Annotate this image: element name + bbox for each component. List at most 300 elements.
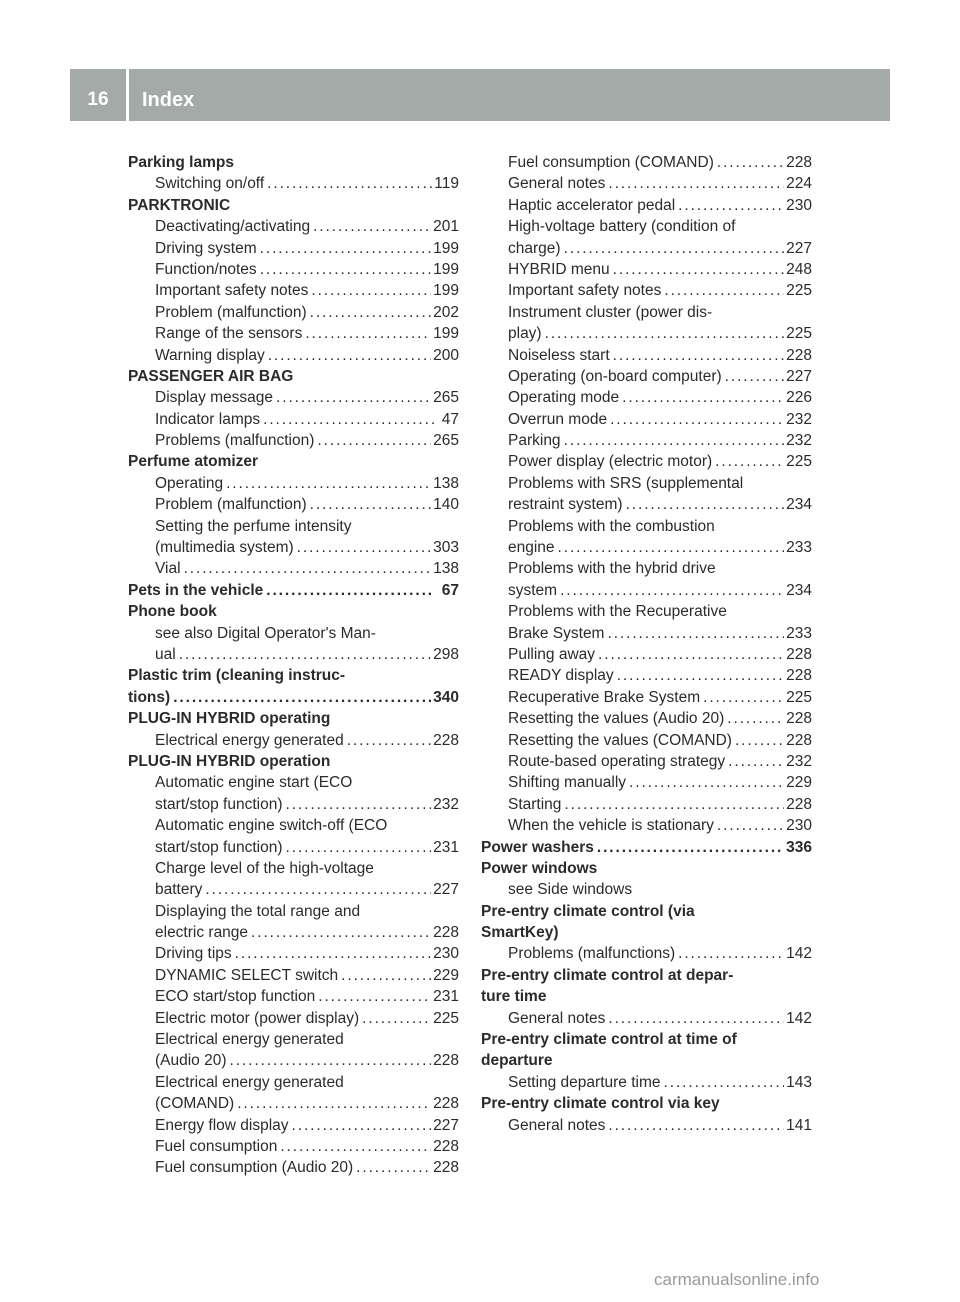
page-reference: 199 (433, 282, 459, 300)
page-reference: 225 (786, 453, 812, 471)
dot-leader (728, 751, 784, 772)
entry-text: Route-based operating strategy (508, 752, 726, 770)
entry-text: Power washers (481, 838, 594, 856)
page-reference: 228 (786, 645, 812, 663)
dot-leader (179, 644, 431, 665)
page-reference: 232 (786, 410, 812, 428)
page-reference: 143 (786, 1073, 812, 1091)
entry-text: battery (155, 881, 203, 899)
entry-text: Problems with the combustion (508, 517, 715, 535)
index-entry (128, 259, 459, 280)
index-heading (128, 665, 459, 686)
dot-leader (727, 708, 784, 729)
entry-text: Operating mode (508, 389, 620, 407)
entry-text: Pre-entry climate control (via (481, 902, 695, 920)
entry-text: Indicator lamps (155, 410, 261, 428)
index-entry (128, 772, 459, 793)
dot-leader (735, 730, 784, 751)
dot-leader (313, 216, 431, 237)
entry-text: General notes (508, 1116, 606, 1134)
index-heading (481, 922, 812, 943)
entry-text: Energy flow display (155, 1116, 289, 1134)
index-heading (481, 901, 812, 922)
page-reference: 228 (786, 667, 812, 685)
entry-text: Haptic accelerator pedal (508, 196, 676, 214)
dot-leader (545, 323, 785, 344)
entry-text: Perfume atomizer (128, 453, 259, 471)
entry-text: Power display (electric motor) (508, 453, 713, 471)
index-entry (128, 922, 459, 943)
page-reference: 230 (433, 945, 459, 963)
index-heading (128, 580, 459, 601)
entry-text: Important safety notes (508, 282, 662, 300)
dot-leader (608, 1008, 784, 1029)
index-heading (128, 152, 459, 173)
dot-leader (311, 280, 431, 301)
page-reference: 138 (433, 560, 459, 578)
page-reference: 228 (786, 731, 812, 749)
entry-text: Parking lamps (128, 154, 234, 171)
dot-leader (597, 837, 784, 858)
page-reference: 199 (433, 325, 459, 343)
page-reference: 199 (433, 239, 459, 257)
entry-text: ECO start/stop function (155, 988, 316, 1006)
page-reference: 228 (433, 1095, 459, 1113)
entry-text: HYBRID menu (508, 260, 610, 278)
index-heading (128, 601, 459, 622)
index-entry (481, 259, 812, 280)
page-reference: 228 (433, 1159, 459, 1177)
entry-text: Operating (on-board computer) (508, 367, 722, 385)
entry-text: Operating (155, 474, 224, 492)
entry-text: Problems with the Recuperative (508, 603, 727, 621)
entry-text: Electrical energy generated (155, 731, 344, 749)
entry-text: (Audio 20) (155, 1052, 227, 1070)
dot-leader (715, 451, 784, 472)
index-entry (481, 216, 812, 237)
dot-leader (613, 345, 784, 366)
dot-leader (725, 366, 784, 387)
index-heading (481, 1093, 812, 1114)
entry-text: restraint system) (508, 496, 623, 514)
entry-text: General notes (508, 175, 606, 193)
dot-leader (564, 794, 784, 815)
entry-text: Deactivating/activating (155, 218, 311, 236)
page-reference: 67 (441, 581, 459, 599)
index-entry (128, 730, 459, 751)
page-reference: 298 (433, 645, 459, 663)
index-heading (481, 1029, 812, 1050)
page-reference: 138 (433, 474, 459, 492)
index-heading (481, 965, 812, 986)
index-entry (128, 473, 459, 494)
index-entry (481, 879, 812, 900)
index-entry (128, 1029, 459, 1050)
entry-text: Warning display (155, 346, 265, 364)
index-entry (481, 516, 812, 537)
page-reference: 227 (433, 1116, 459, 1134)
page-reference: 228 (433, 1052, 459, 1070)
page-reference: 233 (786, 539, 812, 557)
index-entry (481, 302, 812, 323)
index-entry (481, 537, 812, 558)
entry-text: DYNAMIC SELECT switch (155, 966, 339, 984)
watermark: carmanualsonline.info (654, 1270, 820, 1289)
index-entry (128, 965, 459, 986)
dot-leader (610, 409, 784, 430)
entry-text: (multimedia system) (155, 539, 294, 557)
index-entry (128, 409, 459, 430)
entry-text: READY display (508, 667, 614, 685)
page-reference: 303 (433, 539, 459, 557)
index-heading (481, 1050, 812, 1071)
entry-text: Starting (508, 795, 562, 813)
page-reference: 225 (786, 282, 812, 300)
index-column-right (481, 152, 812, 1136)
entry-text: Pre-entry climate control at depar- (481, 966, 734, 984)
entry-text: Brake System (508, 624, 605, 642)
index-entry (481, 1072, 812, 1093)
entry-text: Problems with the hybrid drive (508, 560, 716, 578)
index-entry (128, 238, 459, 259)
index-entry (481, 366, 812, 387)
entry-text: PLUG-IN HYBRID operating (128, 710, 331, 728)
index-heading (128, 687, 459, 708)
index-entry (481, 601, 812, 622)
index-heading (481, 986, 812, 1007)
page-reference: 228 (433, 1137, 459, 1155)
index-entry (128, 858, 459, 879)
index-entry (128, 302, 459, 323)
entry-text: SmartKey) (481, 924, 559, 942)
section-title: Index (142, 89, 195, 111)
dot-leader (356, 1157, 431, 1178)
index-entry (128, 943, 459, 964)
index-entry (128, 537, 459, 558)
dot-leader (717, 815, 784, 836)
dot-leader (629, 772, 784, 793)
entry-text: Parking (508, 432, 561, 450)
index-entry (481, 195, 812, 216)
entry-text: Problems with SRS (supplemental (508, 474, 744, 492)
page-reference: 225 (786, 325, 812, 343)
page-reference: 232 (786, 752, 812, 770)
header-divider (126, 69, 129, 121)
index-entry (481, 430, 812, 451)
entry-text: Range of the sensors (155, 325, 303, 343)
index-entry (128, 1008, 459, 1029)
index-heading (481, 837, 812, 858)
index-entry (481, 558, 812, 579)
dot-leader (173, 687, 431, 708)
dot-leader (598, 644, 784, 665)
index-entry (128, 494, 459, 515)
index-entry (481, 1115, 812, 1136)
dot-leader (235, 943, 431, 964)
index-entry (128, 1072, 459, 1093)
index-entry (481, 494, 812, 515)
index-entry (128, 794, 459, 815)
index-entry (481, 730, 812, 751)
page-reference: 225 (433, 1009, 459, 1027)
index-entry (128, 901, 459, 922)
index-entry (128, 1050, 459, 1071)
entry-text: Overrun mode (508, 410, 608, 428)
page-reference: 47 (441, 410, 459, 428)
page-header (70, 69, 890, 121)
entry-text: Resetting the values (COMAND) (508, 731, 732, 749)
entry-text: see also Digital Operator's Man- (155, 624, 376, 642)
index-entry (481, 751, 812, 772)
page-reference: 227 (786, 239, 812, 257)
page-reference: 228 (786, 795, 812, 813)
entry-text: departure (481, 1052, 553, 1070)
dot-leader (678, 943, 784, 964)
dot-leader (717, 152, 784, 173)
page-reference: 265 (433, 389, 459, 407)
page-reference: 228 (786, 346, 812, 364)
dot-leader (251, 922, 431, 943)
dot-leader (297, 537, 431, 558)
entry-text: ture time (481, 988, 547, 1006)
index-entry (481, 708, 812, 729)
page-reference: 231 (433, 988, 459, 1006)
index-entry (128, 345, 459, 366)
dot-leader (608, 1115, 784, 1136)
entry-text: Displaying the total range and (155, 902, 361, 920)
index-entry (128, 323, 459, 344)
page-reference: 234 (786, 581, 812, 599)
index-entry (128, 623, 459, 644)
dot-leader (226, 473, 431, 494)
index-entry (128, 986, 459, 1007)
entry-text: Shifting manually (508, 774, 627, 792)
page-reference: 230 (786, 817, 812, 835)
entry-text: see Side windows (508, 881, 633, 899)
dot-leader (664, 280, 784, 301)
index-heading (128, 366, 459, 387)
page-reference: 228 (433, 731, 459, 749)
page-reference: 141 (786, 1116, 812, 1134)
dot-leader (664, 1072, 785, 1093)
entry-text: Driving system (155, 239, 257, 257)
dot-leader (560, 580, 784, 601)
index-entry (481, 280, 812, 301)
page-number: 16 (87, 89, 109, 110)
page-reference: 227 (433, 881, 459, 899)
index-entry (481, 1008, 812, 1029)
page-reference: 232 (786, 432, 812, 450)
index-entry (128, 879, 459, 900)
page-reference: 233 (786, 624, 812, 642)
page-reference: 248 (786, 260, 812, 278)
dot-leader (184, 558, 432, 579)
dot-leader (564, 238, 785, 259)
page-reference: 142 (786, 1009, 812, 1027)
index-entry (481, 665, 812, 686)
index-entry (481, 687, 812, 708)
entry-text: Automatic engine switch-off (ECO (155, 817, 388, 835)
entry-text: Instrument cluster (power dis- (508, 303, 713, 321)
entry-text: Electric motor (power display) (155, 1009, 360, 1027)
index-entry (128, 815, 459, 836)
entry-text: Pets in the vehicle (128, 581, 264, 599)
page-reference: 234 (786, 496, 812, 514)
entry-text: (COMAND) (155, 1095, 235, 1113)
entry-text: Problems (malfunctions) (508, 945, 676, 963)
page-reference: 201 (433, 218, 459, 236)
entry-text: start/stop function) (155, 795, 283, 813)
page-reference: 226 (786, 389, 812, 407)
index-entry (481, 152, 812, 173)
dot-leader (237, 1093, 431, 1114)
dot-leader (310, 494, 432, 515)
dot-leader (267, 173, 432, 194)
dot-leader (260, 238, 431, 259)
index-entry (128, 387, 459, 408)
index-heading (128, 451, 459, 472)
page-reference: 202 (433, 303, 459, 321)
entry-text: Setting the perfume intensity (155, 517, 352, 535)
entry-text: Pre-entry climate control at time of (481, 1031, 737, 1049)
dot-leader (305, 323, 431, 344)
index-entry (481, 451, 812, 472)
page-reference: 225 (786, 688, 812, 706)
entry-text: When the vehicle is stationary (508, 817, 714, 835)
entry-text: Automatic engine start (ECO (155, 774, 353, 792)
dot-leader (317, 430, 431, 451)
entry-text: Fuel consumption (Audio 20) (155, 1159, 354, 1177)
page-reference: 224 (786, 175, 812, 193)
index-entry (481, 772, 812, 793)
index-entry (481, 943, 812, 964)
page-reference: 140 (433, 496, 459, 514)
dot-leader (558, 537, 785, 558)
page-reference: 200 (433, 346, 459, 364)
page-reference: 142 (786, 945, 812, 963)
entry-text: General notes (508, 1009, 606, 1027)
page-reference: 336 (786, 838, 812, 856)
page-reference: 199 (433, 260, 459, 278)
entry-text: Switching on/off (155, 175, 265, 193)
dot-leader (286, 837, 432, 858)
page-reference: 227 (786, 367, 812, 385)
entry-text: Electrical energy generated (155, 1073, 344, 1091)
index-entry (481, 623, 812, 644)
index-entry (128, 558, 459, 579)
index-entry (128, 430, 459, 451)
entry-text: Phone book (128, 603, 217, 621)
dot-leader (564, 430, 785, 451)
entry-text: Display message (155, 389, 274, 407)
entry-text: Plastic trim (cleaning instruc- (128, 667, 346, 685)
entry-text: Pre-entry climate control via key (481, 1095, 720, 1113)
index-entry (128, 837, 459, 858)
entry-text: High-voltage battery (condition of (508, 218, 736, 236)
entry-text: Fuel consumption (COMAND) (508, 154, 714, 171)
dot-leader (263, 409, 435, 430)
index-entry (481, 323, 812, 344)
index-entry (481, 409, 812, 430)
page-reference: 229 (433, 966, 459, 984)
entry-text: charge) (508, 239, 561, 257)
index-heading (481, 858, 812, 879)
entry-text: PARKTRONIC (128, 196, 231, 214)
page-reference: 265 (433, 432, 459, 450)
index-entry (128, 1136, 459, 1157)
dot-leader (292, 1115, 432, 1136)
index-entry (481, 815, 812, 836)
dot-leader (678, 195, 784, 216)
entry-text: Recuperative Brake System (508, 688, 701, 706)
entry-text: ual (155, 645, 176, 663)
entry-text: Fuel consumption (155, 1137, 278, 1155)
index-heading (128, 708, 459, 729)
entry-text: Charge level of the high-voltage (155, 859, 374, 877)
dot-leader (622, 387, 784, 408)
dot-leader (362, 1008, 431, 1029)
entry-text: Problems (malfunction) (155, 432, 315, 450)
page-reference: 340 (433, 688, 459, 706)
index-entry (128, 1157, 459, 1178)
index-heading (128, 751, 459, 772)
index-entry (128, 1093, 459, 1114)
entry-text: Resetting the values (Audio 20) (508, 710, 725, 728)
index-entry (128, 1115, 459, 1136)
dot-leader (347, 730, 431, 751)
index-entry (128, 516, 459, 537)
index-entry (481, 473, 812, 494)
index-entry (481, 794, 812, 815)
dot-leader (230, 1050, 432, 1071)
index-entry (128, 216, 459, 237)
entry-text: Function/notes (155, 260, 257, 278)
entry-text: start/stop function) (155, 838, 283, 856)
page-reference: 232 (433, 795, 459, 813)
dot-leader (613, 259, 784, 280)
entry-text: tions) (128, 688, 171, 706)
entry-text: Setting departure time (508, 1073, 661, 1091)
index-entry (481, 580, 812, 601)
page-reference: 119 (434, 175, 459, 193)
index-column-left (128, 152, 459, 1179)
index-entry (481, 644, 812, 665)
index-heading (128, 195, 459, 216)
dot-leader (608, 173, 784, 194)
index-entry (481, 387, 812, 408)
page-reference: 231 (433, 838, 459, 856)
entry-text: Vial (155, 560, 181, 578)
entry-text: PLUG-IN HYBRID operation (128, 752, 331, 770)
dot-leader (617, 665, 784, 686)
entry-text: Driving tips (155, 945, 232, 963)
entry-text: Problem (malfunction) (155, 303, 307, 321)
index-entry (128, 644, 459, 665)
dot-leader (268, 345, 431, 366)
entry-text: Power windows (481, 859, 598, 877)
dot-leader (703, 687, 784, 708)
index-entry (481, 238, 812, 259)
index-entry (128, 280, 459, 301)
entry-text: engine (508, 539, 555, 557)
dot-leader (286, 794, 432, 815)
index-entry (481, 173, 812, 194)
entry-text: Noiseless start (508, 346, 610, 364)
dot-leader (280, 1136, 431, 1157)
dot-leader (205, 879, 431, 900)
entry-text: PASSENGER AIR BAG (128, 367, 294, 385)
entry-text: play) (508, 325, 542, 343)
